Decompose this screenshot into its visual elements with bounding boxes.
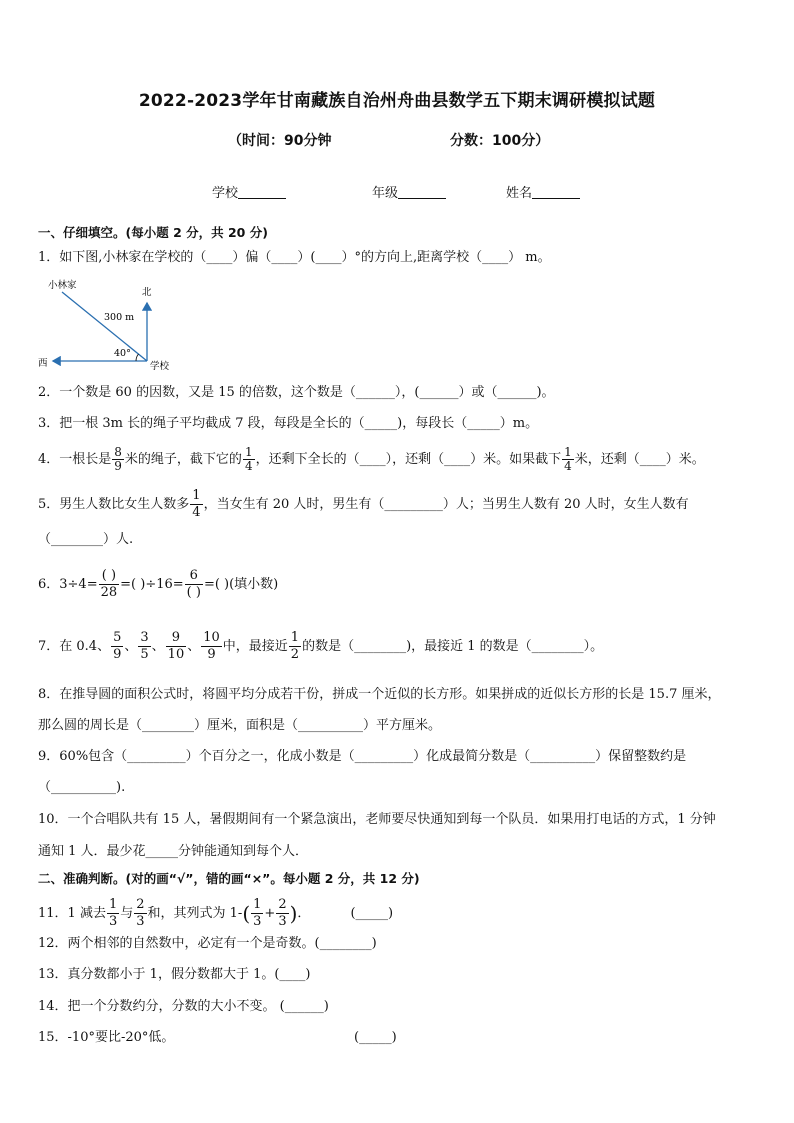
question-9-line-2: （__________). [38,780,126,795]
fraction: $\frac{5}{9}$ [113,630,122,662]
score-label: 分数：100分） [450,133,550,149]
school-blank[interactable] [238,186,286,199]
west-label: 西 [38,358,48,369]
home-label: 小林家 [48,280,77,291]
school-field[interactable] [212,182,286,201]
question-15: 15．-10°要比-20°低。 [38,1030,175,1045]
fraction: $\frac{( )}{28}$ [100,568,118,600]
grade-blank[interactable] [398,186,446,199]
fraction: $\frac{1}{3}$ [253,897,262,929]
angle-label: 40° [114,348,131,359]
name-blank[interactable] [532,186,580,199]
grade-label: 年级 [372,186,399,201]
fraction: $\frac{6}{( )}$ [186,568,201,600]
fraction: $\frac{1}{4}$ [244,445,253,473]
answer-blank-15[interactable]: (_____) [354,1030,397,1045]
name-field[interactable] [506,182,580,201]
fraction: $\frac{2}{3}$ [136,897,145,929]
fraction: $\frac{1}{3}$ [108,897,118,929]
question-8-line-1: 8．在推导圆的面积公式时，将圆平均分成若干份，拼成一个近似的长方形。如果拼成的近似长方形的长是 15.7 厘米， [38,687,721,702]
school-label: 学校 [212,186,239,201]
question-3: 3．把一根 3m 长的绳子平均截成 7 段，每段是全长的（_____)，每段长（_____）m。 [38,416,539,431]
page-title: 2022-2023学年甘南藏族自治州舟曲县数学五下期末调研模拟试题 [138,91,656,111]
angle-arc [136,354,139,361]
question-7: 7．在 0.4、 $\frac{5}{9}$ 、 $\frac{3}{5}$ 、 $\frac{9}{10}$ 、 $\frac{10}{9}$ 中，最接近 $\frac{1}{2}$ 的数是（________)，最接近 1 的数是（________）。 [38,630,604,662]
question-5-line-1: 5．男生人数比女生人数多 $\frac{1}{4}$ ，当女生有 20 人时，男生有（_________）人；当男生人数有 20 人时，女生人数有 [38,488,689,520]
fraction: $\frac{8}{9}$ [114,445,122,473]
question-4: 4．一根长是 $\frac{8}{9}$ 米的绳子，截下它的 $\frac{1}{4}$ ，还剩下全长的（____），还剩（____）米。如果截下 $\frac{1}{4}$ 米，还剩（____）米。 [38,445,705,473]
question-2: 2．一个数是 60 的因数，又是 15 的倍数，这个数是（______），(______）或（______)。 [38,385,555,400]
fraction: $\frac{10}{9}$ [203,630,220,662]
question-8-line-2: 那么圆的周长是（________）厘米，面积是（__________）平方厘米。 [38,718,442,733]
section-1-heading: 一、仔细填空。(每小题 2 分，共 20 分) [38,225,268,240]
fraction: $\frac{1}{4}$ [192,488,201,520]
question-1: 1．如下图,小林家在学校的（____）偏（____）(____）°的方向上,距离学校（____） m。 [38,250,551,265]
question-10-line-2: 通知 1 人．最少花_____分钟能通知到每个人． [38,844,309,859]
question-13: 13．真分数都小于 1，假分数都大于 1。(____) [38,967,311,982]
fraction: $\frac{9}{10}$ [167,630,185,662]
fraction: $\frac{1}{4}$ [564,445,572,473]
question-6: 6．3÷4= $\frac{( )}{28}$ =( )÷16= $\frac{6}{( )}$ =( )(填小数) [38,568,279,600]
fraction: $\frac{3}{5}$ [140,630,149,662]
school-label-diagram: 学校 [150,361,170,372]
grade-field[interactable] [372,182,446,201]
fraction: $\frac{1}{2}$ [290,630,300,662]
name-label: 姓名 [506,186,533,201]
question-14: 14．把一个分数约分，分数的大小不变。 (______) [38,999,329,1014]
north-label: 北 [142,287,152,298]
answer-blank-11[interactable]: (_____) [350,906,394,921]
fraction: $\frac{2}{3}$ [278,897,287,929]
direction-diagram [34,278,194,373]
section-2-heading: 二、准确判断。(对的画“√”，错的画“×”。每小题 2 分，共 12 分) [38,871,420,886]
time-label: （时间：90分钟 [228,133,332,149]
question-10-line-1: 10．一个合唱队共有 15 人，暑假期间有一个紧急演出，老师要尽快通知到每一个队员．如果用打电话的方式，1 分钟 [38,812,716,827]
line-to-home [62,292,147,361]
question-5-line-2: （________）人. [38,532,134,547]
distance-label: 300 m [104,312,135,323]
question-11: 11．1 减去 $\frac{1}{3}$ 与 $\frac{2}{3}$ 和，其列式为 1-( $\frac{1}{3}$ + $\frac{2}{3}$ )． (_____) [38,897,394,929]
question-9-line-1: 9．60%包含（_________）个百分之一，化成小数是（_________）化成最简分数是（__________）保留整数约是 [38,749,687,764]
question-12: 12．两个相邻的自然数中，必定有一个是奇数。(________) [38,936,377,951]
